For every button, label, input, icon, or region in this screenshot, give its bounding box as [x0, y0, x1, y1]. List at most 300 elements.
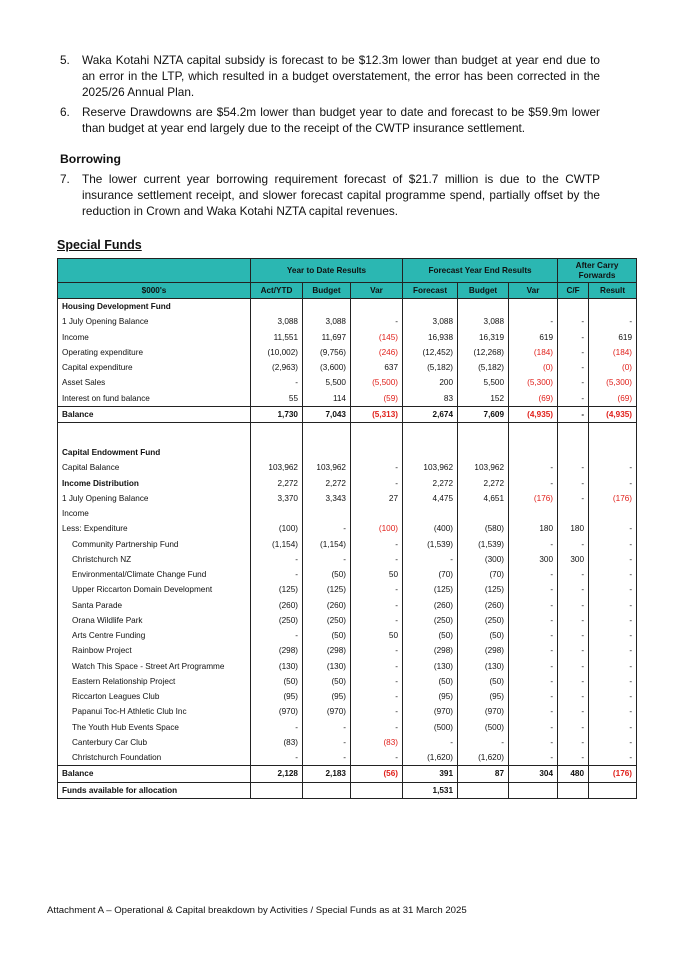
table-cell: -	[251, 720, 303, 735]
table-row	[58, 659, 637, 674]
table-cell: 50	[351, 628, 403, 643]
table-cell: (125)	[303, 582, 351, 597]
table-row	[58, 689, 637, 704]
table-cell	[251, 782, 303, 798]
group-header-row	[58, 259, 637, 283]
table-cell: (250)	[251, 613, 303, 628]
table-cell: (5,182)	[403, 360, 458, 375]
table-cell	[303, 782, 351, 798]
table-cell	[351, 782, 403, 798]
table-cell: -	[303, 552, 351, 567]
row-label: Santa Parade	[58, 598, 251, 613]
table-cell: -	[589, 628, 637, 643]
table-cell: -	[351, 598, 403, 613]
table-cell	[251, 423, 303, 446]
table-cell: -	[509, 567, 558, 582]
table-cell: (2,963)	[251, 360, 303, 375]
group-header-ytd: Year to Date Results	[251, 259, 403, 283]
row-label: Capital Balance	[58, 460, 251, 475]
table-cell: 2,272	[303, 476, 351, 491]
table-cell: -	[351, 750, 403, 766]
table-cell: (59)	[351, 391, 403, 407]
table-cell: (4,935)	[589, 406, 637, 422]
table-cell: -	[509, 537, 558, 552]
table-cell: -	[589, 720, 637, 735]
special-funds-table	[57, 258, 637, 799]
table-cell: -	[558, 689, 589, 704]
table-row	[58, 643, 637, 658]
table-cell: (50)	[303, 674, 351, 689]
table-cell: -	[509, 582, 558, 597]
row-label: Operating expenditure	[58, 345, 251, 360]
table-cell: (184)	[509, 345, 558, 360]
table-cell: 114	[303, 391, 351, 407]
table-cell: 180	[509, 521, 558, 536]
col-header: Var	[509, 283, 558, 299]
table-row	[58, 314, 637, 329]
table-cell: -	[303, 720, 351, 735]
table-row	[58, 391, 637, 407]
table-cell: (260)	[303, 598, 351, 613]
table-cell: -	[558, 330, 589, 345]
table-cell: 103,962	[303, 460, 351, 475]
table-row	[58, 491, 637, 506]
table-cell: -	[509, 689, 558, 704]
table-cell	[458, 299, 509, 315]
table-cell: -	[589, 537, 637, 552]
row-label: Eastern Relationship Project	[58, 674, 251, 689]
table-cell: -	[558, 674, 589, 689]
table-cell: 300	[558, 552, 589, 567]
table-cell: (5,182)	[458, 360, 509, 375]
row-label: Housing Development Fund	[58, 299, 251, 315]
table-cell: -	[509, 628, 558, 643]
table-cell: (56)	[351, 766, 403, 782]
table-cell	[403, 506, 458, 521]
table-cell	[558, 782, 589, 798]
table-cell: (0)	[509, 360, 558, 375]
table-cell: -	[351, 704, 403, 719]
table-cell: -	[589, 643, 637, 658]
row-label: The Youth Hub Events Space	[58, 720, 251, 735]
row-label: Income	[58, 330, 251, 345]
borrowing-heading: Borrowing	[60, 152, 121, 166]
table-cell: -	[303, 521, 351, 536]
table-cell	[251, 445, 303, 460]
table-cell: (50)	[403, 674, 458, 689]
table-cell: -	[403, 552, 458, 567]
table-cell: -	[303, 735, 351, 750]
table-cell: (298)	[303, 643, 351, 658]
table-cell: (145)	[351, 330, 403, 345]
table-row	[58, 720, 637, 735]
table-cell: 1,531	[403, 782, 458, 798]
list-item	[60, 171, 600, 219]
table-cell: -	[558, 720, 589, 735]
table-cell: (176)	[589, 766, 637, 782]
table-cell: (95)	[303, 689, 351, 704]
table-cell: -	[558, 476, 589, 491]
table-cell: (1,539)	[458, 537, 509, 552]
table-cell: -	[458, 735, 509, 750]
table-cell: -	[351, 582, 403, 597]
table-cell	[403, 445, 458, 460]
table-cell: (50)	[458, 628, 509, 643]
table-cell: (500)	[403, 720, 458, 735]
row-label: Canterbury Car Club	[58, 735, 251, 750]
table-row	[58, 582, 637, 597]
table-cell: 5,500	[303, 375, 351, 390]
table-cell: -	[558, 704, 589, 719]
table-cell: 3,088	[458, 314, 509, 329]
table-cell: (100)	[351, 521, 403, 536]
table-cell: -	[558, 360, 589, 375]
table-cell	[251, 506, 303, 521]
table-cell: 637	[351, 360, 403, 375]
table-cell: -	[509, 704, 558, 719]
table-cell: -	[251, 567, 303, 582]
page-footer: Attachment A – Operational & Capital breakdown by Activities / Special Funds as at 31 March 2025	[47, 905, 467, 916]
row-label: Rainbow Project	[58, 643, 251, 658]
table-cell: 2,674	[403, 406, 458, 422]
col-header: Forecast	[403, 283, 458, 299]
table-cell: -	[509, 460, 558, 475]
table-row	[58, 628, 637, 643]
table-cell: -	[558, 345, 589, 360]
table-cell: (1,539)	[403, 537, 458, 552]
table-cell: 2,272	[403, 476, 458, 491]
table-cell: (970)	[251, 704, 303, 719]
table-cell: 7,043	[303, 406, 351, 422]
table-cell: (125)	[403, 582, 458, 597]
special-funds-heading: Special Funds	[57, 238, 142, 252]
table-row	[58, 750, 637, 766]
table-cell: (50)	[458, 674, 509, 689]
table-cell: 11,697	[303, 330, 351, 345]
table-cell: (69)	[589, 391, 637, 407]
table-cell: 3,343	[303, 491, 351, 506]
table-cell: (83)	[351, 735, 403, 750]
table-cell	[589, 782, 637, 798]
item-number: 5.	[60, 53, 70, 67]
table-row	[58, 704, 637, 719]
table-cell: 55	[251, 391, 303, 407]
table-cell	[351, 506, 403, 521]
table-cell: -	[251, 552, 303, 567]
table-cell	[558, 423, 589, 446]
row-label: Upper Riccarton Domain Development	[58, 582, 251, 597]
table-cell: (970)	[303, 704, 351, 719]
row-label: Funds available for allocation	[58, 782, 251, 798]
table-cell: 391	[403, 766, 458, 782]
table-cell: (400)	[403, 521, 458, 536]
spacer-row	[58, 423, 637, 446]
table-cell: -	[251, 628, 303, 643]
row-label: Balance	[58, 766, 251, 782]
table-cell: 2,128	[251, 766, 303, 782]
table-cell: (50)	[303, 567, 351, 582]
row-label: Less: Expenditure	[58, 521, 251, 536]
table-cell	[351, 299, 403, 315]
table-row	[58, 445, 637, 460]
table-cell: (580)	[458, 521, 509, 536]
table-cell: 180	[558, 521, 589, 536]
table-row	[58, 460, 637, 475]
table-cell	[509, 506, 558, 521]
table-row	[58, 537, 637, 552]
header-blank	[58, 259, 251, 283]
table-cell: -	[509, 643, 558, 658]
table-cell: 7,609	[458, 406, 509, 422]
item-text: The lower current year borrowing requirement forecast of $21.7 million is due to the CWTP insurance settlement receipt, and slower forecast capital programme spend, partially offset by the reduction in Crown and Waka Kotahi NZTA capital revenues.	[82, 172, 600, 218]
table-cell: -	[589, 613, 637, 628]
col-header: C/F	[558, 283, 589, 299]
table-cell	[558, 445, 589, 460]
table-cell: -	[589, 704, 637, 719]
group-header-acf: After Carry Forwards	[558, 259, 637, 283]
table-cell	[458, 782, 509, 798]
table-cell: (130)	[303, 659, 351, 674]
table-row	[58, 345, 637, 360]
table-cell: -	[589, 750, 637, 766]
table-cell: -	[509, 720, 558, 735]
table-cell: (12,452)	[403, 345, 458, 360]
table-cell: -	[589, 598, 637, 613]
table-cell: -	[558, 643, 589, 658]
table-cell: (1,620)	[403, 750, 458, 766]
table-cell: (250)	[403, 613, 458, 628]
table-cell: 304	[509, 766, 558, 782]
table-cell	[458, 423, 509, 446]
table-cell: (298)	[403, 643, 458, 658]
row-label: Papanui Toc-H Athletic Club Inc	[58, 704, 251, 719]
table-row	[58, 735, 637, 750]
table-row	[58, 406, 637, 422]
table-cell: 3,088	[303, 314, 351, 329]
col-header: Budget	[458, 283, 509, 299]
table-row	[58, 521, 637, 536]
table-cell: -	[589, 460, 637, 475]
item-text: Reserve Drawdowns are $54.2m lower than budget year to date and forecast to be $59.9m lower than budget at year end largely due to the receipt of the CWTP insurance settlement.	[82, 105, 600, 135]
row-label: Asset Sales	[58, 375, 251, 390]
table-cell: (970)	[403, 704, 458, 719]
row-label: Riccarton Leagues Club	[58, 689, 251, 704]
table-cell: (176)	[589, 491, 637, 506]
table-cell: 27	[351, 491, 403, 506]
table-cell	[303, 445, 351, 460]
table-cell: (50)	[403, 628, 458, 643]
row-label: Arts Centre Funding	[58, 628, 251, 643]
table-cell: -	[351, 537, 403, 552]
table-cell: (130)	[403, 659, 458, 674]
table-cell	[303, 506, 351, 521]
table-cell: 2,272	[251, 476, 303, 491]
table-row	[58, 613, 637, 628]
table-row	[58, 766, 637, 782]
list-item	[60, 52, 600, 100]
table-cell: (298)	[251, 643, 303, 658]
row-label: 1 July Opening Balance	[58, 314, 251, 329]
table-cell: (298)	[458, 643, 509, 658]
table-cell	[589, 506, 637, 521]
table-cell: (69)	[509, 391, 558, 407]
row-label: Income Distribution	[58, 476, 251, 491]
table-cell: -	[589, 476, 637, 491]
table-cell: -	[558, 582, 589, 597]
row-label: Capital Endowment Fund	[58, 445, 251, 460]
table-cell: 11,551	[251, 330, 303, 345]
table-cell: (130)	[458, 659, 509, 674]
table-cell: (250)	[458, 613, 509, 628]
table-row	[58, 299, 637, 315]
table-cell: (1,154)	[303, 537, 351, 552]
table-cell	[509, 445, 558, 460]
table-cell: (125)	[251, 582, 303, 597]
table-cell: (250)	[303, 613, 351, 628]
table-cell: -	[351, 643, 403, 658]
table-cell: (50)	[251, 674, 303, 689]
table-cell: -	[558, 659, 589, 674]
table-cell: -	[558, 406, 589, 422]
table-cell	[351, 445, 403, 460]
table-cell: -	[589, 674, 637, 689]
table-cell	[303, 423, 351, 446]
table-cell: -	[589, 689, 637, 704]
table-cell: -	[509, 750, 558, 766]
row-label: Community Partnership Fund	[58, 537, 251, 552]
table-cell: 152	[458, 391, 509, 407]
table-cell: -	[589, 582, 637, 597]
table-cell: -	[251, 750, 303, 766]
row-label: Environmental/Climate Change Fund	[58, 567, 251, 582]
table-cell: 2,183	[303, 766, 351, 782]
table-cell	[351, 423, 403, 446]
row-label: 1 July Opening Balance	[58, 491, 251, 506]
table-cell: -	[351, 689, 403, 704]
table-cell: -	[558, 598, 589, 613]
table-cell: (50)	[303, 628, 351, 643]
table-cell: -	[589, 552, 637, 567]
table-cell: -	[558, 491, 589, 506]
table-row	[58, 375, 637, 390]
table-cell: (1,154)	[251, 537, 303, 552]
table-cell: 103,962	[458, 460, 509, 475]
table-cell: -	[589, 314, 637, 329]
table-cell: -	[558, 567, 589, 582]
table-cell: -	[351, 720, 403, 735]
table-cell: (300)	[458, 552, 509, 567]
item-number: 6.	[60, 105, 70, 119]
table-row	[58, 506, 637, 521]
table-cell: 50	[351, 567, 403, 582]
table-cell	[403, 423, 458, 446]
table-cell: (260)	[403, 598, 458, 613]
table-cell: -	[589, 735, 637, 750]
table-cell: (5,300)	[509, 375, 558, 390]
table-cell	[589, 445, 637, 460]
table-cell: 87	[458, 766, 509, 782]
table-cell: 200	[403, 375, 458, 390]
table-row	[58, 782, 637, 798]
table-row	[58, 552, 637, 567]
table-cell: (970)	[458, 704, 509, 719]
table-cell: (95)	[251, 689, 303, 704]
table-cell	[589, 299, 637, 315]
table-cell: (5,500)	[351, 375, 403, 390]
table-cell	[458, 506, 509, 521]
table-cell: (176)	[509, 491, 558, 506]
table-cell: -	[509, 735, 558, 750]
table-cell: (246)	[351, 345, 403, 360]
table-cell: 3,370	[251, 491, 303, 506]
table-cell	[251, 299, 303, 315]
table-cell: (500)	[458, 720, 509, 735]
table-cell: 103,962	[403, 460, 458, 475]
row-label: Capital expenditure	[58, 360, 251, 375]
numbered-list-borrowing	[60, 171, 600, 223]
table-cell: 3,088	[403, 314, 458, 329]
table-cell	[558, 299, 589, 315]
table-cell: -	[351, 460, 403, 475]
table-cell: 480	[558, 766, 589, 782]
table-cell: 1,730	[251, 406, 303, 422]
table-cell	[403, 299, 458, 315]
table-cell: (12,268)	[458, 345, 509, 360]
row-label: Watch This Space - Street Art Programme	[58, 659, 251, 674]
table-row	[58, 598, 637, 613]
table-cell: -	[558, 391, 589, 407]
table-cell	[509, 423, 558, 446]
col-header: Budget	[303, 283, 351, 299]
table-cell: -	[558, 613, 589, 628]
row-label	[58, 423, 251, 446]
table-cell: (260)	[251, 598, 303, 613]
row-label: Interest on fund balance	[58, 391, 251, 407]
table-cell: -	[558, 628, 589, 643]
table-cell	[558, 506, 589, 521]
table-cell: -	[558, 375, 589, 390]
table-cell: (83)	[251, 735, 303, 750]
table-cell: 619	[509, 330, 558, 345]
table-cell: (184)	[589, 345, 637, 360]
table-cell: 83	[403, 391, 458, 407]
table-row	[58, 360, 637, 375]
table-cell: -	[589, 659, 637, 674]
table-cell: 16,319	[458, 330, 509, 345]
table-cell: -	[558, 460, 589, 475]
table-cell: -	[558, 750, 589, 766]
list-item	[60, 104, 600, 136]
table-cell: (10,002)	[251, 345, 303, 360]
table-cell: (1,620)	[458, 750, 509, 766]
table-cell: -	[558, 314, 589, 329]
table-cell: (95)	[403, 689, 458, 704]
table-cell: -	[303, 750, 351, 766]
col-header: $000's	[58, 283, 251, 299]
table-cell: -	[558, 537, 589, 552]
column-header-row	[58, 283, 637, 299]
row-label: Christchurch Foundation	[58, 750, 251, 766]
row-label: Orana Wildlife Park	[58, 613, 251, 628]
table-cell: -	[589, 521, 637, 536]
table-cell	[509, 782, 558, 798]
row-label: Christchurch NZ	[58, 552, 251, 567]
col-header: Act/YTD	[251, 283, 303, 299]
table-cell: 619	[589, 330, 637, 345]
table-cell: -	[351, 314, 403, 329]
table-cell: (0)	[589, 360, 637, 375]
table-cell: 4,651	[458, 491, 509, 506]
